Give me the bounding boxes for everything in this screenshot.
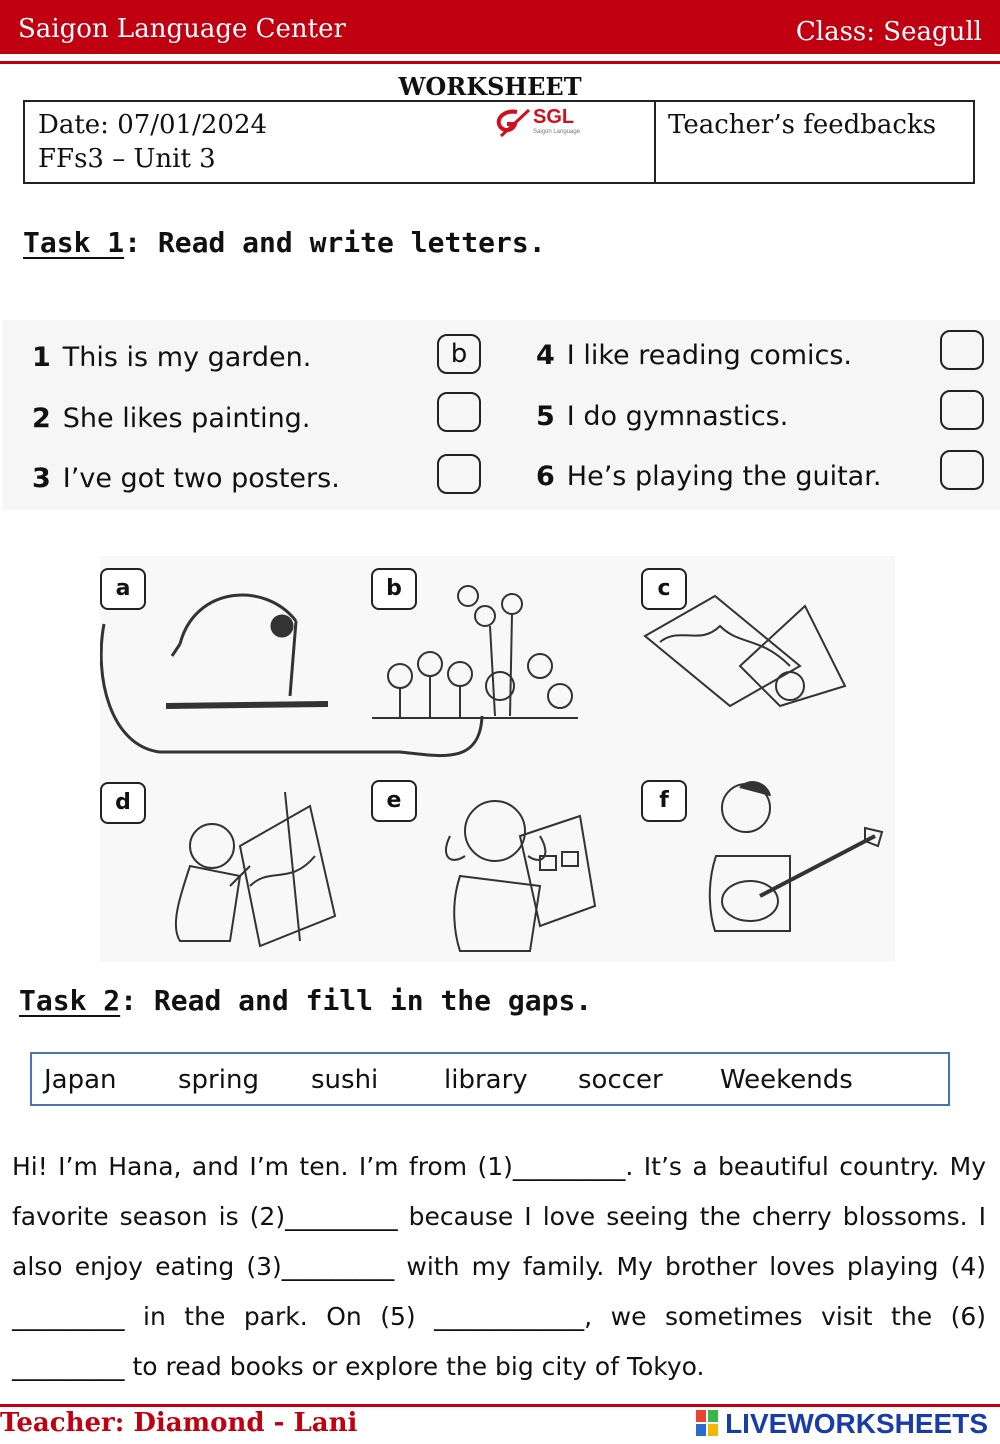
unit-label: FFs3 – Unit 3: [38, 144, 216, 174]
liveworksheets-brand[interactable]: LIVEWORKSHEETS: [725, 1408, 988, 1439]
task2-heading: Task 2: Read and fill in the gaps.: [19, 984, 593, 1017]
class-label: Class: Seagull: [795, 17, 982, 47]
word-bank-item: spring: [178, 1065, 259, 1095]
teacher-feedback-label: Teacher’s feedbacks: [668, 110, 937, 140]
task1-item-4: 4 I like reading comics.: [536, 340, 853, 371]
picture-label-a: a: [100, 568, 146, 610]
picture-label-b: b: [371, 568, 417, 610]
posters-illustration: [645, 596, 845, 706]
answer-box-3[interactable]: [437, 454, 481, 494]
task1-item-2: 2 She likes painting.: [32, 403, 311, 434]
answer-box-6[interactable]: [940, 450, 984, 490]
date-label: Date: 07/01/2024: [38, 110, 268, 140]
task1-item-1: 1 This is my garden.: [32, 342, 312, 373]
footer-divider: [0, 1404, 1000, 1407]
task1-heading: Task 1: Read and write letters.: [23, 226, 546, 259]
gap-fill-paragraph: Hi! I’m Hana, and I’m ten. I’m from (1)_________. It’s a beautiful country. My favorite season is (2)_________ because I love seeing the cherry blossoms. I also enjoy eating (3)_________ with my family. My brother loves playing (4) _________ in the park. On (5) ____________, we sometimes visit the (6) _________ to read books or explore the big city of Tokyo.: [12, 1152, 986, 1381]
answer-box-2[interactable]: [437, 392, 481, 432]
reading-girl-illustration: [446, 801, 595, 951]
logo-text: SGL: [533, 106, 575, 128]
word-bank-item: Weekends: [720, 1065, 853, 1095]
task1-item-5: 5 I do gymnastics.: [536, 401, 789, 432]
task1-item-6: 6 He’s playing the guitar.: [536, 461, 882, 492]
task1-item-3: 3 I’ve got two posters.: [32, 463, 340, 494]
task1-illustrations: [100, 556, 895, 962]
liveworksheets-logo-icon: [696, 1410, 718, 1436]
word-bank-item: library: [444, 1065, 528, 1095]
answer-box-1[interactable]: b: [437, 334, 481, 374]
answer-box-4[interactable]: [940, 330, 984, 370]
painting-girl-illustration: [176, 792, 335, 946]
header-divider: [0, 61, 1000, 64]
answer-box-5[interactable]: [940, 390, 984, 430]
word-bank-item: sushi: [311, 1065, 379, 1095]
picture-label-e: e: [371, 780, 417, 822]
garden-illustration: [372, 586, 578, 718]
center-name: Saigon Language Center: [18, 14, 346, 44]
teacher-name: Teacher: Diamond - Lani: [0, 1408, 358, 1438]
word-bank-item: soccer: [578, 1065, 663, 1095]
picture-label-f: f: [641, 780, 687, 822]
worksheet-title: WORKSHEET: [398, 72, 582, 101]
picture-label-d: d: [100, 782, 146, 824]
info-box-divider: [654, 100, 656, 184]
word-bank-item: Japan: [44, 1065, 117, 1095]
picture-label-c: c: [641, 568, 687, 610]
logo-subtext: Saigon Language: [533, 129, 581, 135]
guitar-boy-illustration: [710, 782, 882, 931]
